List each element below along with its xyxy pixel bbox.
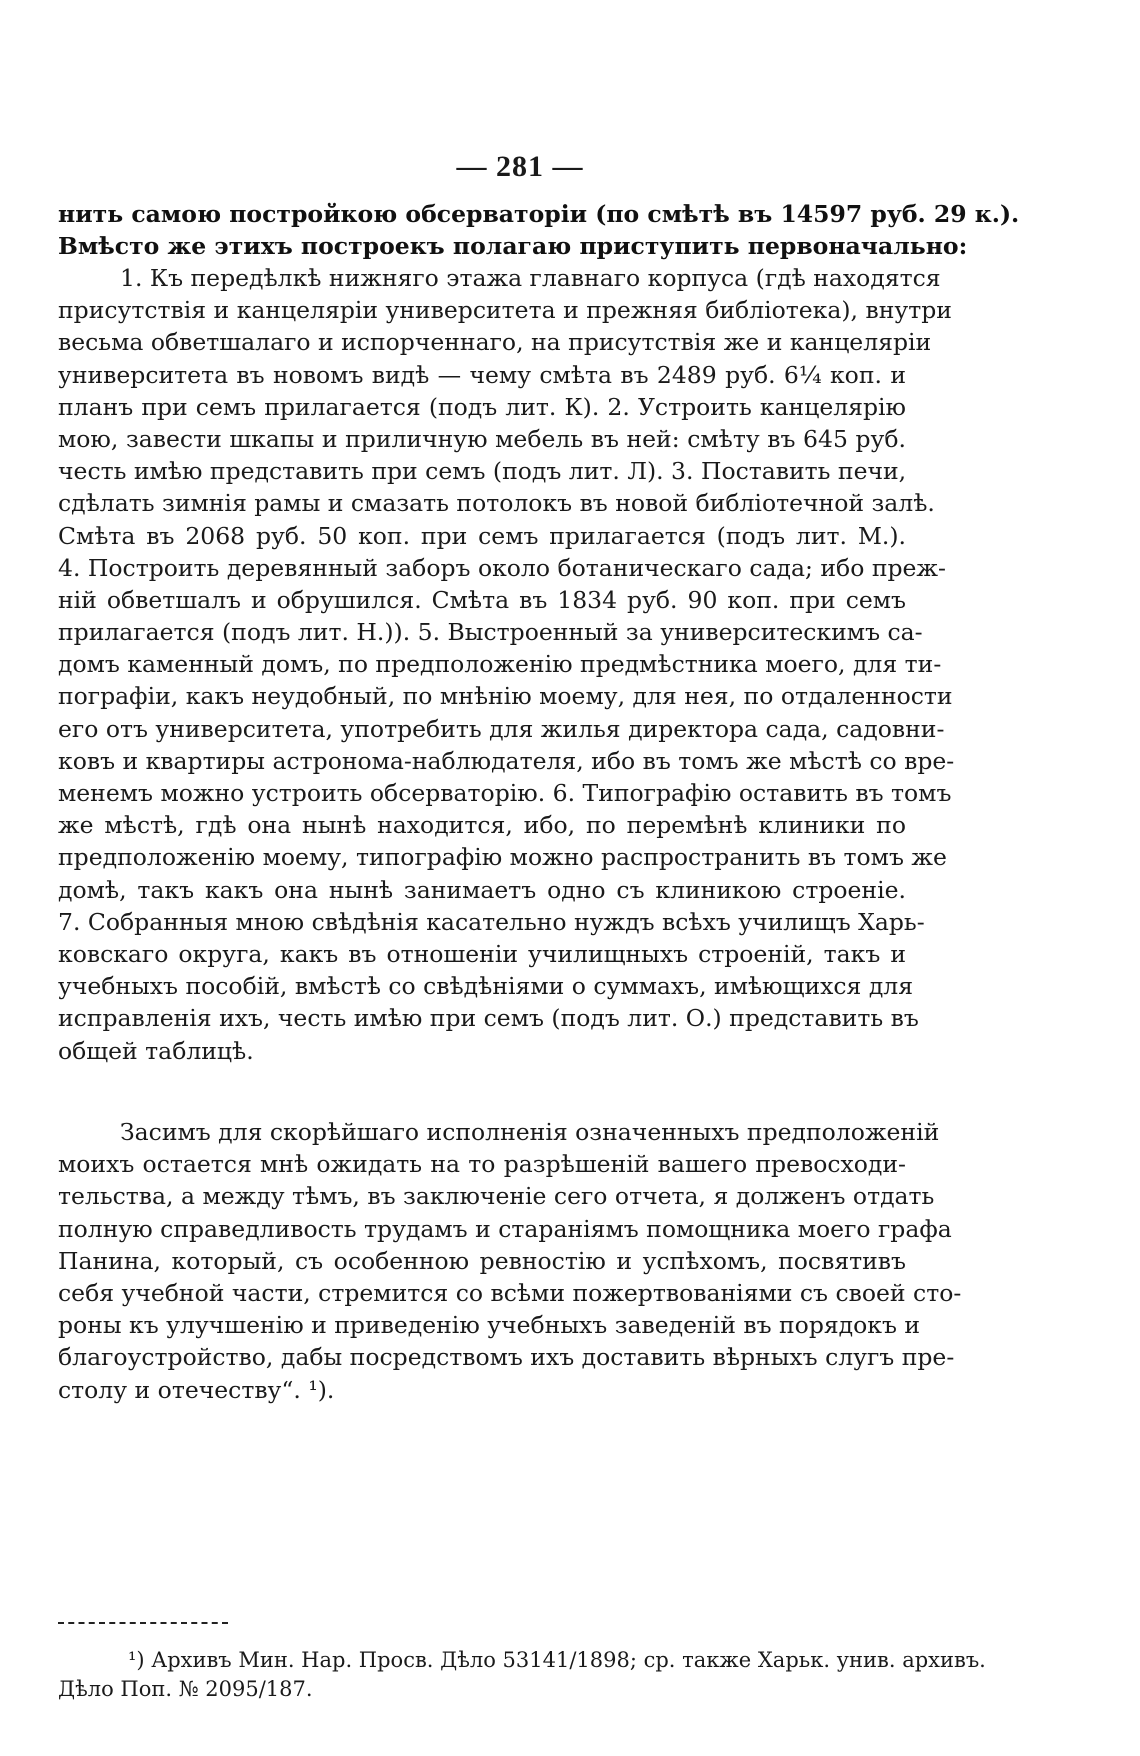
text-line: менемъ можно устроить обсерваторію. 6. Типографію оставить въ томъ xyxy=(58,779,952,807)
text-line: планъ при семъ прилагается (подъ лит. К). 2. Устроить канцелярію xyxy=(58,392,906,421)
closing-paragraph xyxy=(58,1116,962,1406)
text-line: 4. Построить деревянный заборъ около ботаническаго сада; ибо преж- xyxy=(58,553,946,582)
text-line: учебныхъ пособій, вмѣстѣ со свѣдѣніями о суммахъ, имѣющихся для xyxy=(58,972,914,1001)
text-line: моихъ остается мнѣ ожидать на то разрѣшеній вашего превосходи- xyxy=(58,1150,906,1179)
footnote-line: Дѣло Поп. № 2095/187. xyxy=(58,1677,313,1701)
footnote-divider xyxy=(58,1622,228,1624)
text-line: мою, завести шкапы и приличную мебель въ ней: смѣту въ 645 руб. xyxy=(58,424,906,453)
text-line: благоустройство, дабы посредствомъ ихъ доставить вѣрныхъ слугъ пре- xyxy=(58,1343,955,1372)
text-line: пографіи, какъ неудобный, по мнѣнію моему, для нея, по отдаленности xyxy=(58,682,953,711)
text-line: же мѣстѣ, гдѣ она нынѣ находится, ибо, по перемѣнѣ клиники по xyxy=(58,811,906,840)
text-line: исправленія ихъ, честь имѣю при семъ (подъ лит. О.) представить въ xyxy=(58,1004,919,1033)
page-number: — 281 — xyxy=(456,150,584,183)
text-line: ковъ и квартиры астронома-наблюдателя, ибо въ томъ же мѣстѣ со вре- xyxy=(58,746,955,775)
text-line: ковскаго округа, какъ въ отношеніи училищныхъ строеній, такъ и xyxy=(58,939,906,968)
text-line: его отъ университета, употребить для жилья директора сада, садовни- xyxy=(58,714,945,743)
text-line: прилагается (подъ лит. Н.)). 5. Выстроенный за университескимъ са- xyxy=(58,618,923,647)
text-line: весьма обветшалаго и испорченнаго, на присутствія же и канцеляріи xyxy=(58,328,932,357)
text-line: домъ каменный домъ, по предположенію предмѣстника моего, для ти- xyxy=(58,650,942,679)
text-line: 7. Собранныя мною свѣдѣнія касательно нуждъ всѣхъ училищъ Харь- xyxy=(58,907,925,936)
text-line: Панина, который, съ особенною ревностію и успѣхомъ, посвятивъ xyxy=(58,1246,906,1275)
text-line: честь имѣю представить при семъ (подъ лит. Л). 3. Поставить печи, xyxy=(58,457,907,486)
text-line: столу и отечеству“. ¹). xyxy=(58,1375,335,1404)
text-line: сдѣлать зимнія рамы и смазать потолокъ въ новой библіотечной залѣ. xyxy=(58,489,935,518)
text-line: Смѣта въ 2068 руб. 50 коп. при семъ прилагается (подъ лит. М.). xyxy=(58,521,906,550)
text-line: предположенію моему, типографію можно распространить въ томъ же xyxy=(58,843,947,872)
text-line: домѣ, такъ какъ она нынѣ занимаетъ одно съ клиникою строеніе. xyxy=(58,875,906,904)
text-line: ній обветшалъ и обрушился. Смѣта въ 1834 руб. 90 коп. при семъ xyxy=(58,585,906,614)
report-paragraph xyxy=(58,262,955,1067)
text-line: себя учебной части, стремится со всѣми пожертвованіями съ своей сто- xyxy=(58,1278,962,1307)
text-line: 1. Къ передѣлкѣ нижняго этажа главнаго корпуса (гдѣ находятся xyxy=(120,264,941,292)
text-line: тельства, а между тѣмъ, въ заключеніе сего отчета, я долженъ отдать xyxy=(58,1182,935,1211)
opening-lines xyxy=(58,198,1020,262)
footnote-line: ¹) Архивъ Мин. Нар. Просв. Дѣло 53141/1898; ср. также Харьк. унив. архивъ. xyxy=(128,1648,986,1672)
text-line: присутствія и канцеляріи университета и прежняя библіотека), внутри xyxy=(58,296,952,325)
text-line: университета въ новомъ видѣ — чему смѣта въ 2489 руб. 6¼ коп. и xyxy=(58,360,906,389)
text-line: Вмѣсто же этихъ построекъ полагаю приступить первоначально: xyxy=(58,232,968,261)
text-line: полную справедливость трудамъ и стараніямъ помощника моего графа xyxy=(58,1214,952,1243)
text-line: нить самою постройкою обсерваторіи (по смѣтѣ въ 14597 руб. 29 к.). xyxy=(58,200,1020,228)
text-line: Засимъ для скорѣйшаго исполненія означенныхъ предположеній xyxy=(120,1118,940,1146)
footnote xyxy=(58,1646,986,1704)
text-line: роны къ улучшенію и приведенію учебныхъ заведеній въ порядокъ и xyxy=(58,1311,921,1340)
text-line: общей таблицѣ. xyxy=(58,1036,254,1065)
